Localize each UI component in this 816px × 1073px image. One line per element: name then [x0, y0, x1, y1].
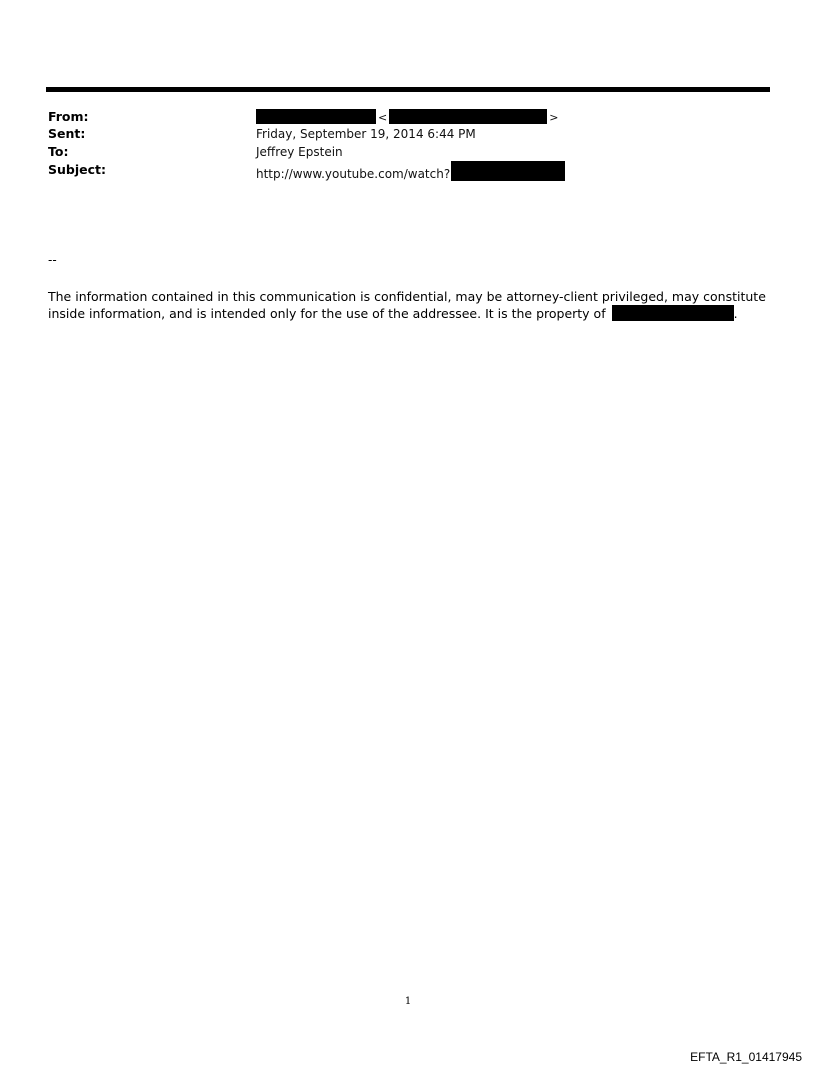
- sent-label: Sent:: [48, 126, 86, 141]
- email-open-bracket: <: [378, 111, 388, 124]
- redacted-sender-email: [389, 109, 547, 124]
- subject-value: [256, 161, 565, 183]
- disclaimer-text: The information contained in this communication is confidential, may be attorney-client privileged, may constitute inside information, and is intended only for the use of the addressee. It is the property of: [48, 289, 766, 321]
- page-number: 1: [404, 996, 412, 1007]
- redacted-owner: [612, 305, 734, 321]
- sent-value: Friday, September 19, 2014 6:44 PM: [256, 127, 476, 141]
- subject-label: Subject:: [48, 162, 106, 177]
- subject-url: http://www.youtube.com/watch?: [256, 167, 451, 181]
- header-divider: [46, 87, 770, 92]
- redacted-subject-id: [451, 161, 565, 181]
- email-close-bracket: >: [549, 111, 559, 124]
- to-value: Jeffrey Epstein: [256, 145, 343, 159]
- document-id: EFTA_R1_01417945: [690, 1050, 802, 1064]
- signature-dashes: --: [48, 253, 57, 267]
- disclaimer-end: .: [733, 306, 738, 321]
- redacted-sender-name: [256, 109, 376, 124]
- from-label: From:: [48, 109, 89, 124]
- to-label: To:: [48, 144, 69, 159]
- confidentiality-disclaimer: [48, 288, 768, 322]
